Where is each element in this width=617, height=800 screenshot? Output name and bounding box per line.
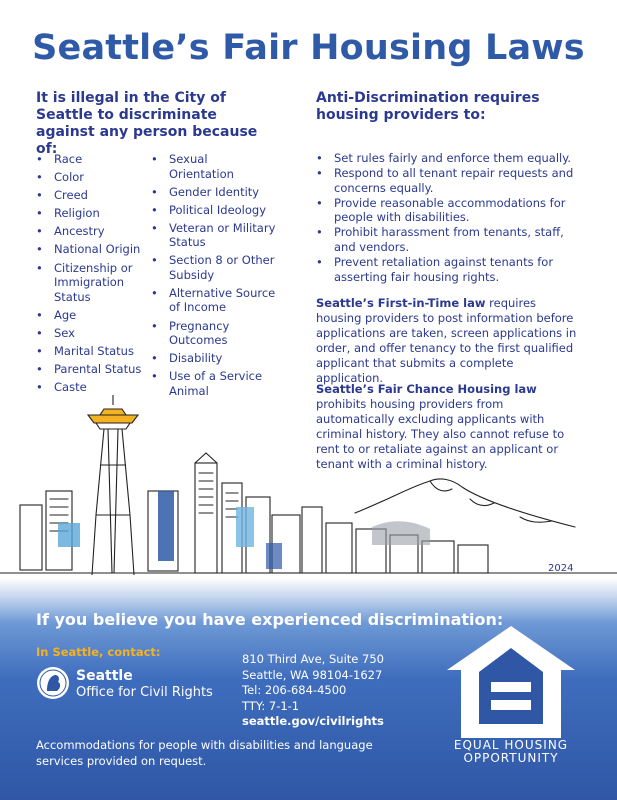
contact-address	[242, 652, 384, 730]
requires-heading: Anti-Discrimination requires housing providers to:	[316, 90, 540, 123]
protected-class-item: • Section 8 or Other Subsidy	[151, 253, 276, 282]
seattle-seal-icon	[36, 666, 70, 700]
protected-class-item: • Creed	[36, 188, 148, 203]
protected-class-item: • Religion	[36, 206, 148, 221]
protected-class-item: • Pregnancy Outcomes	[151, 319, 276, 348]
tty-line: TTY: 7-1-1	[242, 698, 300, 713]
org-name: Seattle	[76, 668, 133, 684]
protected-class-item: • Age	[36, 308, 148, 323]
requirements-list	[316, 151, 576, 285]
address-line: 810 Third Ave, Suite 750	[242, 652, 384, 666]
protected-classes-list-1	[36, 152, 148, 398]
eho-line-2: OPPORTUNITY	[463, 751, 559, 765]
discrimination-heading: If you believe you have experienced discrimination:	[36, 610, 504, 629]
equal-housing-house-icon	[441, 622, 581, 742]
protected-class-item: • Color	[36, 170, 148, 185]
fair-chance-lead: Seattle’s Fair Chance Housing law	[316, 382, 537, 396]
eho-line-1: EQUAL HOUSING	[453, 738, 569, 752]
website-link[interactable]: seattle.gov/civilrights	[242, 714, 384, 728]
protected-class-item: • Alternative Source of Income	[151, 286, 276, 315]
protected-class-item: • Citizenship or Immigration Status	[36, 261, 148, 305]
protected-classes-list-2	[151, 152, 276, 402]
space-needle-skyline-illustration	[0, 395, 617, 595]
protected-class-item: • Race	[36, 152, 148, 167]
first-in-time-body: requires housing providers to post information before applications are taken, screen applications in order, and offer tenancy to the first qualified applicant that submits a complete application.	[316, 296, 577, 385]
protected-class-item: • Political Ideology	[151, 203, 276, 218]
ocr-logo	[36, 664, 226, 704]
accommodations-note: Accommodations for people with disabilities and language services provided on request.	[36, 738, 373, 768]
first-in-time-paragraph	[316, 296, 578, 386]
protected-class-item: • Sexual Orientation	[151, 152, 276, 181]
protected-class-item: • Caste	[36, 380, 148, 395]
year-label: 2024	[548, 563, 574, 574]
protected-class-item: • Parental Status	[36, 362, 148, 377]
first-in-time-lead: Seattle’s First-in-Time law	[316, 296, 486, 310]
phone-line: Tel: 206-684-4500	[242, 683, 347, 697]
page-title: Seattle’s Fair Housing Laws	[32, 28, 585, 68]
protected-class-item: • Marital Status	[36, 344, 148, 359]
requirement-item: • Set rules fairly and enforce them equally.	[316, 151, 576, 166]
requirement-item: • Prevent retaliation against tenants for asserting fair housing rights.	[316, 255, 576, 284]
address-line: Seattle, WA 98104-1627	[242, 667, 383, 682]
requirement-item: • Provide reasonable accommodations for people with disabilities.	[316, 196, 576, 225]
fair-chance-body: prohibits housing providers from automatically excluding applicants with criminal history. They also cannot refuse to rent to or retaliate against an applicant or tenant with a criminal history.	[316, 397, 565, 471]
protected-class-item: • Gender Identity	[151, 185, 276, 200]
requirement-item: • Prohibit harassment from tenants, staff, and vendors.	[316, 225, 576, 254]
protected-class-item: • Veteran or Military Status	[151, 221, 276, 250]
illegal-heading: It is illegal in the City of Seattle to discriminate against any person because of:	[36, 90, 258, 157]
contact-label: In Seattle, contact:	[36, 645, 161, 659]
protected-class-item: • National Origin	[36, 242, 148, 257]
equal-housing-text	[441, 739, 581, 765]
protected-class-item: • Ancestry	[36, 224, 148, 239]
protected-class-item: • Disability	[151, 351, 276, 366]
protected-class-item: • Use of a Service Animal	[151, 369, 276, 398]
org-office: Office for Civil Rights	[76, 685, 213, 700]
protected-class-item: • Sex	[36, 326, 148, 341]
requirement-item: • Respond to all tenant repair requests and concerns equally.	[316, 166, 576, 195]
